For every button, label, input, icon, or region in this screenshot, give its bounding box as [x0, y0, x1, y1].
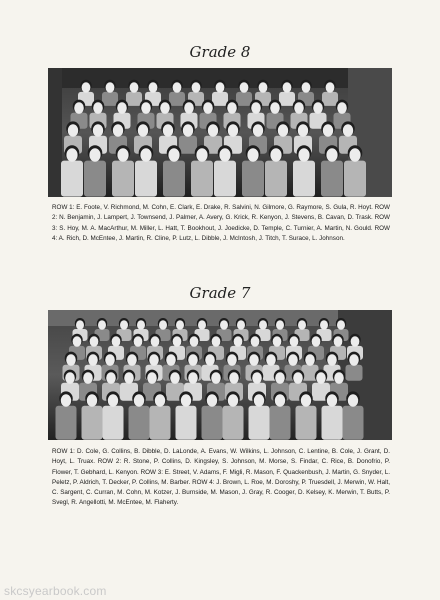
student-figure — [202, 406, 223, 440]
student-face — [251, 102, 261, 114]
grade-7-class-photo — [48, 310, 392, 440]
student-figure — [265, 161, 287, 197]
student-face — [113, 124, 123, 136]
student-face — [168, 148, 179, 161]
student-face — [275, 394, 285, 406]
student-figure — [236, 92, 252, 106]
student-face — [140, 148, 151, 161]
student-face — [173, 336, 182, 347]
student-face — [349, 354, 359, 366]
student-face — [278, 124, 288, 136]
student-face — [229, 372, 239, 384]
student-face — [293, 372, 303, 384]
student-figure — [61, 161, 83, 197]
grade-8-names: ROW 1: E. Foote, V. Richmond, M. Cohn, E. Clark, E. Drake, R. Salvini, N. Gilmore, G. Raymore, S. Gula, R. Hoyt. ROW 2: N. Benjamin, J. Lampert, J. Townsend, J. Palmer, A. Avery, G. Krick, R. Kenyon, J. Stevens, B. Cavan, D. Trask. ROW 3: S. Hoy, M. A. MacArthur, M. Miller, L. Hatt, T. Bookhout, J. Joedicke, D. Temple, C. Turnier, A. Martin, N. Gould. ROW 4: A. Rich, D. McEntee, J. Martin, R. Cline, P. Lutz, L. Dibble, J. McIntosh, J. Titch, T. Surace, L. Johnson. — [52, 204, 390, 242]
student-face — [290, 336, 299, 347]
student-face — [159, 320, 167, 330]
student-face — [117, 148, 128, 161]
student-face — [212, 336, 221, 347]
student-face — [184, 102, 194, 114]
student-face — [66, 148, 77, 161]
student-face — [73, 336, 82, 347]
student-face — [247, 148, 258, 161]
grade-8-class-photo — [48, 68, 392, 197]
student-face — [327, 394, 337, 406]
student-face — [130, 82, 139, 93]
grade-7-photo-image — [48, 310, 392, 440]
student-face — [312, 336, 321, 347]
student-face — [337, 320, 345, 330]
student-face — [74, 102, 84, 114]
student-face — [198, 320, 206, 330]
student-face — [160, 102, 170, 114]
student-figure — [249, 406, 270, 440]
student-face — [227, 102, 237, 114]
student-face — [228, 394, 238, 406]
student-face — [147, 372, 157, 384]
student-face — [211, 372, 221, 384]
student-face — [151, 336, 160, 347]
student-figure — [84, 161, 106, 197]
student-face — [120, 320, 128, 330]
student-face — [163, 124, 173, 136]
student-face — [89, 148, 100, 161]
student-figure — [322, 92, 338, 106]
student-face — [240, 82, 249, 93]
student-face — [343, 124, 353, 136]
student-face — [216, 82, 225, 93]
student-face — [294, 102, 304, 114]
student-face — [275, 372, 285, 384]
student-face — [288, 354, 298, 366]
student-face — [66, 354, 76, 366]
student-face — [273, 336, 282, 347]
student-face — [320, 320, 328, 330]
student-figure — [322, 406, 343, 440]
student-face — [68, 124, 78, 136]
student-face — [220, 320, 228, 330]
grade-8-caption — [52, 203, 390, 244]
student-face — [181, 394, 191, 406]
student-face — [170, 372, 180, 384]
student-face — [203, 102, 213, 114]
student-face — [196, 148, 207, 161]
student-face — [298, 320, 306, 330]
student-face — [259, 320, 267, 330]
student-face — [127, 354, 137, 366]
student-face — [124, 372, 134, 384]
student-face — [192, 82, 201, 93]
student-face — [90, 336, 99, 347]
student-face — [207, 394, 217, 406]
student-face — [155, 394, 165, 406]
student-face — [173, 82, 182, 93]
student-face — [270, 102, 280, 114]
student-face — [326, 82, 335, 93]
student-face — [117, 102, 127, 114]
student-figure — [223, 406, 244, 440]
student-face — [138, 124, 148, 136]
student-figure — [176, 406, 197, 440]
student-face — [176, 320, 184, 330]
student-face — [83, 372, 93, 384]
grade-8-photo-image — [48, 68, 392, 197]
student-face — [254, 394, 264, 406]
student-face — [205, 354, 215, 366]
student-face — [166, 354, 176, 366]
student-face — [87, 394, 97, 406]
student-face — [266, 354, 276, 366]
student-figure — [112, 161, 134, 197]
student-face — [228, 124, 238, 136]
student-face — [188, 372, 198, 384]
student-figure — [242, 161, 264, 197]
student-figure — [135, 161, 157, 197]
student-face — [276, 320, 284, 330]
student-face — [149, 82, 158, 93]
student-face — [305, 354, 315, 366]
student-face — [283, 82, 292, 93]
student-face — [88, 354, 98, 366]
student-face — [98, 320, 106, 330]
student-face — [234, 336, 243, 347]
student-face — [253, 124, 263, 136]
student-figure — [321, 161, 343, 197]
student-face — [219, 148, 230, 161]
student-figure — [179, 136, 197, 154]
student-face — [76, 320, 84, 330]
student-face — [108, 394, 118, 406]
student-figure — [102, 92, 118, 106]
student-figure — [163, 161, 185, 197]
student-figure — [103, 406, 124, 440]
student-face — [188, 354, 198, 366]
student-face — [137, 320, 145, 330]
student-face — [327, 354, 337, 366]
student-face — [141, 102, 151, 114]
student-face — [334, 372, 344, 384]
student-figure — [212, 92, 228, 106]
student-face — [326, 148, 337, 161]
student-face — [237, 320, 245, 330]
student-figure — [150, 406, 171, 440]
student-face — [106, 372, 116, 384]
student-figure — [126, 92, 142, 106]
student-face — [227, 354, 237, 366]
student-face — [190, 336, 199, 347]
student-face — [301, 394, 311, 406]
grade-7-caption — [52, 447, 390, 509]
student-face — [302, 82, 311, 93]
grade-8-heading: Grade 8 — [189, 43, 251, 61]
grade-7-names: ROW 1: D. Cole, G. Collins, B. Dibble, D. LaLonde, A. Evans, W. Wilkins, L. Johnson, C. Lentine, B. Cole, J. Grant, D. Hoyt, L. Truax. ROW 2: R. Stone, P. Collins, D. Kingsley, S. Johnson, M. Morse, S. Findar, C. Rice, B. Donofrio, P. Flower, T. Gebhard, L. Kenyon. ROW 3: E. Street, V. Adams, F. Migli, R. Mason, F. Quackenbush, J. Martin, G. Snyder, L. Peletz, P. Aldrich, T. Decker, P. Collins, M. Barber. ROW 4: J. Brown, L. Roe, M. Doroshy, P. Truesdell, J. Merwin, W. Halt, C. Sargent, C. Curran, M. Cohn, M. Kotzer, J. Burnside, M. Mason, J. Gray, R. Cooger, D. Kelsey, K. Merwin, T. Butts, P. Svegl, R. Angellotti, M. McEntee, M. Flaherty. — [52, 448, 390, 507]
student-face — [105, 354, 115, 366]
student-figure — [293, 161, 315, 197]
student-figure — [129, 406, 150, 440]
student-face — [249, 354, 259, 366]
student-figure — [296, 406, 317, 440]
student-face — [251, 336, 260, 347]
student-face — [134, 336, 143, 347]
student-face — [65, 372, 75, 384]
student-face — [112, 336, 121, 347]
student-face — [106, 82, 115, 93]
student-figure — [343, 406, 364, 440]
student-face — [270, 148, 281, 161]
student-face — [348, 394, 358, 406]
student-face — [183, 124, 193, 136]
student-face — [252, 372, 262, 384]
grade-7-heading: Grade 7 — [189, 284, 251, 302]
student-face — [61, 394, 71, 406]
site-watermark: skcsyearbook.com — [4, 584, 107, 598]
student-face — [82, 82, 91, 93]
student-face — [259, 82, 268, 93]
student-figure — [169, 92, 185, 106]
student-face — [334, 336, 343, 347]
student-figure — [279, 92, 295, 106]
student-face — [349, 148, 360, 161]
student-face — [351, 336, 360, 347]
student-figure — [270, 406, 291, 440]
student-face — [93, 102, 103, 114]
student-face — [323, 124, 333, 136]
student-face — [337, 102, 347, 114]
student-face — [134, 394, 144, 406]
student-face — [149, 354, 159, 366]
student-figure — [346, 365, 363, 381]
student-figure — [214, 161, 236, 197]
student-face — [298, 124, 308, 136]
student-face — [313, 102, 323, 114]
student-figure — [82, 406, 103, 440]
student-figure — [191, 161, 213, 197]
student-face — [316, 372, 326, 384]
student-face — [93, 124, 103, 136]
student-face — [298, 148, 309, 161]
student-face — [208, 124, 218, 136]
student-figure — [344, 161, 366, 197]
student-figure — [56, 406, 77, 440]
